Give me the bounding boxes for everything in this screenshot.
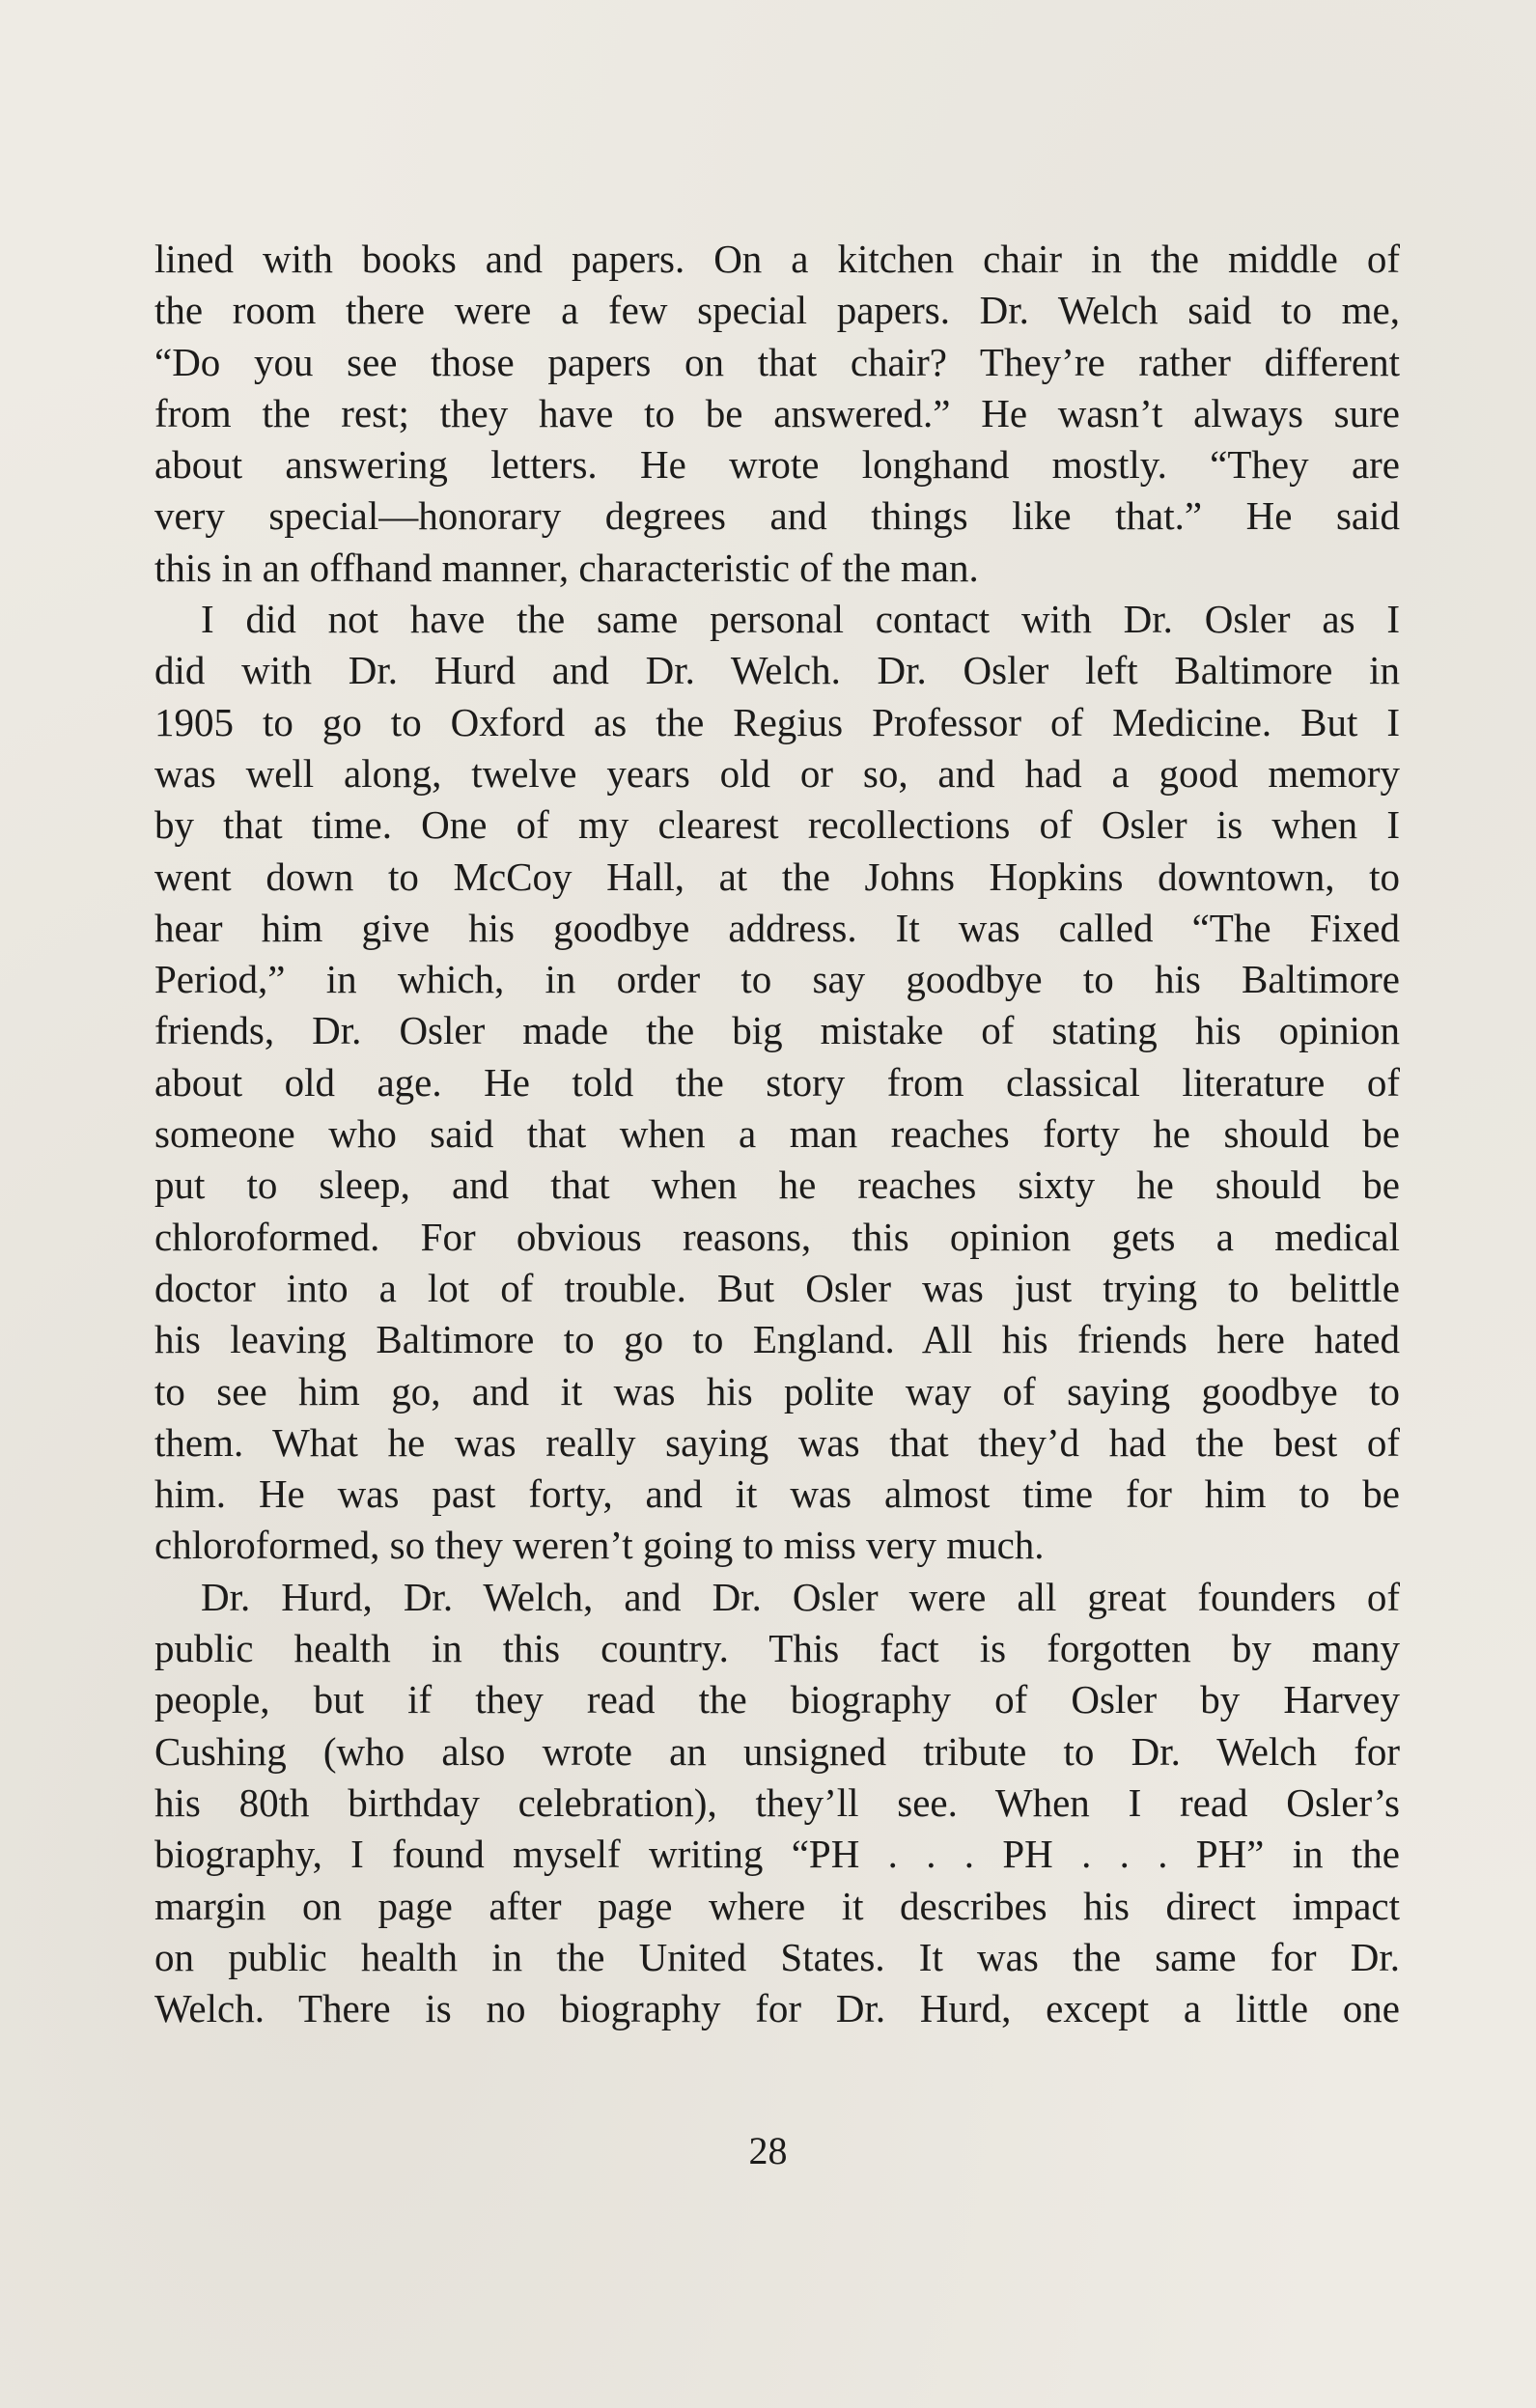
text-line: went down to McCoy Hall, at the Johns Hopkins downtown, to [154, 854, 1400, 899]
text-line: margin on page after page where it describes his direct impact [154, 1883, 1400, 1928]
text-line: on public health in the United States. It was the same for Dr. [154, 1934, 1400, 1979]
text-line: “Do you see those papers on that chair? They’re rather different [154, 339, 1400, 384]
text-line: his leaving Baltimore to go to England. All his friends here hated [154, 1317, 1400, 1362]
text-line: lined with books and papers. On a kitchen chair in the middle of [154, 237, 1400, 281]
text-line: someone who said that when a man reaches forty he should be [154, 1111, 1400, 1157]
text-line: Dr. Hurd, Dr. Welch, and Dr. Osler were all great founders of [201, 1574, 1400, 1619]
text-line: the room there were a few special papers. Dr. Welch said to me, [154, 288, 1400, 333]
text-line: Welch. There is no biography for Dr. Hurd, except a little one [154, 1986, 1400, 2031]
page-number: 28 [748, 2129, 788, 2172]
text-line: about answering letters. He wrote longhand mostly. “They are [154, 442, 1400, 488]
text-line: I did not have the same personal contact with Dr. Osler as I [201, 597, 1400, 642]
text-line: about old age. He told the story from classical literature of [154, 1059, 1400, 1105]
text-line: to see him go, and it was his polite way of saying goodbye to [154, 1368, 1400, 1414]
text-line: chloroformed. For obvious reasons, this opinion gets a medical [154, 1214, 1400, 1259]
body-text [154, 234, 1400, 2034]
text-line: by that time. One of my clearest recollections of Osler is when I [154, 802, 1400, 848]
text-line: did with Dr. Hurd and Dr. Welch. Dr. Osler left Baltimore in [154, 648, 1400, 693]
text-line: 1905 to go to Oxford as the Regius Professor of Medicine. But I [154, 699, 1400, 744]
text-line: friends, Dr. Osler made the big mistake of stating his opinion [154, 1008, 1400, 1053]
text-line: biography, I found myself writing “PH . . . PH . . . PH” in the [154, 1832, 1400, 1877]
text-line: doctor into a lot of trouble. But Osler was just trying to belittle [154, 1265, 1400, 1310]
text-line: Cushing (who also wrote an unsigned tribute to Dr. Welch for [154, 1728, 1400, 1774]
text-line: him. He was past forty, and it was almost time for him to be [154, 1471, 1400, 1517]
text-line: hear him give his goodbye address. It was called “The Fixed [154, 905, 1400, 950]
text-line: was well along, twelve years old or so, and had a good memory [154, 750, 1400, 796]
text-line: this in an offhand manner, characteristic of the man. [154, 545, 979, 590]
text-line: very special—honorary degrees and things like that.” He said [154, 493, 1400, 539]
text-line: public health in this country. This fact is forgotten by many [154, 1626, 1400, 1671]
text-line: his 80th birthday celebration), they’ll see. When I read Osler’s [154, 1779, 1400, 1825]
text-line: people, but if they read the biography of Osler by Harvey [154, 1677, 1400, 1722]
text-line: put to sleep, and that when he reaches sixty he should be [154, 1162, 1400, 1208]
text-line: them. What he was really saying was that they’d had the best of [154, 1419, 1400, 1465]
text-line: from the rest; they have to be answered.” He wasn’t always sure [154, 390, 1400, 435]
text-line: Period,” in which, in order to say goodbye to his Baltimore [154, 957, 1400, 1002]
text-line: chloroformed, so they weren’t going to miss very much. [154, 1523, 1045, 1568]
